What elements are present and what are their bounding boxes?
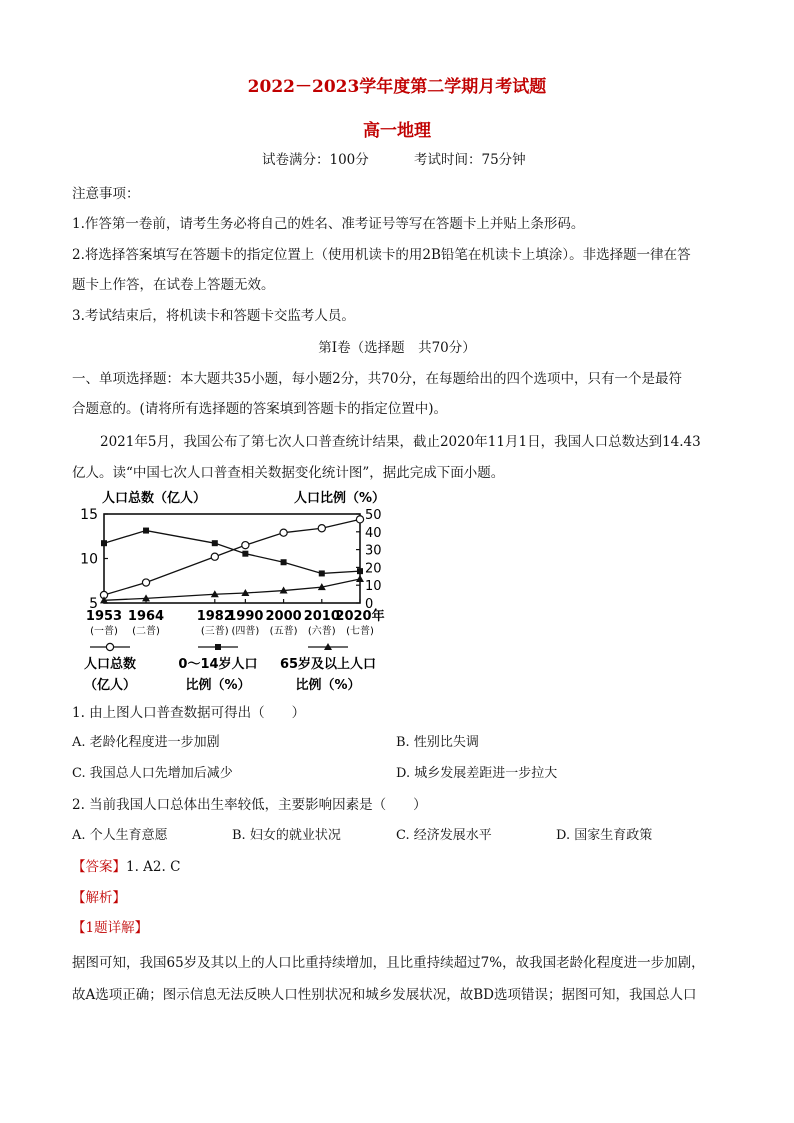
left-tick-label: 10: [80, 551, 98, 568]
legend-label: 0～14岁人口: [178, 657, 258, 672]
series-2-point: [101, 540, 107, 546]
legend-unit: 比例（%）: [295, 678, 361, 693]
note-item-1: 1.作答第一卷前，请考生务必将自己的姓名、准考证号等写在答题卡上并贴上条形码。: [72, 216, 585, 232]
q1-option-c[interactable]: C. 我国总人口先增加后减少: [72, 766, 233, 781]
population-census-chart: [72, 486, 402, 698]
x-tick-sublabel: (七普): [346, 626, 374, 637]
analysis-label: 【解析】: [72, 890, 126, 906]
right-tick-label: 0: [365, 597, 374, 612]
right-axis-label: 人口比例（%）: [294, 491, 386, 506]
series-2-point: [242, 551, 248, 557]
left-tick-label: 15: [80, 507, 98, 523]
right-tick-label: 30: [365, 543, 382, 559]
series-2-point: [143, 528, 149, 534]
exam-score-info: 试卷满分：100分: [262, 152, 369, 168]
q2-option-d[interactable]: D. 国家生育政策: [556, 828, 653, 843]
x-tick-label: 2000: [265, 609, 302, 624]
q2-option-c[interactable]: C. 经济发展水平: [396, 828, 492, 843]
legend-unit: 比例（%）: [185, 678, 251, 693]
series-1-point: [211, 553, 218, 560]
analysis-line-1: 据图可知，我国65岁及其以上的人口比重持续增加，且比重持续超过7%，故我国老龄化程度进一步加剧，: [72, 955, 705, 971]
left-tick-label: 5: [89, 596, 98, 612]
section-title: 第Ⅰ卷（选择题 共70分）: [318, 340, 476, 356]
legend-unit: （亿人）: [83, 678, 137, 693]
x-tick-label: 1982: [196, 609, 233, 624]
x-tick-sublabel: (四普): [231, 626, 260, 637]
note-item-3: 3.考试结束后，将机读卡和答题卡交监考人员。: [72, 308, 355, 324]
passage-line-2: 亿人。读“中国七次人口普查相关数据变化统计图”，据此完成下面小题。: [72, 465, 505, 481]
exam-subject: 高一地理: [363, 121, 431, 141]
series-2-point: [212, 540, 218, 546]
legend-marker: [215, 644, 221, 650]
x-tick-label: 2010: [303, 609, 340, 624]
legend-label: 65岁及以上人口: [279, 657, 377, 672]
x-tick-sublabel: (六普): [307, 626, 336, 637]
x-tick-sublabel: (二普): [132, 626, 160, 637]
exam-time-info: 考试时间：75分钟: [414, 152, 526, 168]
analysis-line-2: 故A选项正确；图示信息无法反映人口性别状况和城乡发展状况，故BD选项错误；据图可知，我国总人口: [72, 987, 697, 1003]
right-tick-label: 10: [365, 579, 382, 595]
right-tick-label: 50: [365, 508, 382, 523]
series-1-point: [318, 525, 325, 532]
series-2-point: [281, 559, 287, 565]
series-line-2: [104, 531, 360, 574]
q1-stem: 1. 由上图人口普查数据可得出（ ）: [72, 705, 306, 721]
series-1-point: [280, 529, 287, 536]
x-tick-label: 1990: [227, 609, 264, 624]
note-item-2: 2.将选择答案填写在答题卡的指定位置上（使用机读卡的用2B铅笔在机读卡上填涂）。非选择题一律在答: [72, 247, 691, 263]
series-2-point: [319, 570, 325, 576]
q1-option-d[interactable]: D. 城乡发展差距进一步拉大: [396, 766, 558, 781]
q2-option-a[interactable]: A. 个人生育意愿: [72, 828, 168, 843]
legend-marker: [106, 643, 113, 650]
series-3-point: [356, 575, 364, 582]
series-2-point: [357, 568, 363, 574]
q1-option-a[interactable]: A. 老龄化程度进一步加剧: [72, 735, 220, 750]
x-tick-label: 1953: [85, 609, 123, 624]
passage-line-1: 2021年5月，我国公布了第七次人口普查统计结果，截止2020年11月1日，我国人口总数达到14.43: [100, 434, 701, 450]
left-axis-label: 人口总数（亿人）: [102, 491, 207, 506]
right-tick-label: 40: [365, 525, 382, 541]
right-tick-label: 20: [365, 561, 382, 577]
q1-analysis-label: 【1题详解】: [72, 920, 149, 936]
section-intro: 一、单项选择题：本大题共35小题，每小题2分，共70分，在每题给出的四个选项中，只有一个是最符: [72, 371, 682, 387]
note-item-2-cont: 题卡上作答，在试卷上答题无效。: [72, 277, 275, 293]
series-1-point: [142, 579, 149, 586]
q2-stem: 2. 当前我国人口总体出生率较低，主要影响因素是（ ）: [72, 797, 427, 813]
answer-label: 【答案】: [72, 859, 126, 875]
x-tick-sublabel: (一普): [90, 626, 118, 637]
answer-value: 1. A2. C: [126, 859, 181, 875]
section-intro-cont: 合题意的。(请将所有选择题的答案填到答题卡的指定位置中)。: [72, 401, 448, 417]
q1-option-b[interactable]: B. 性别比失调: [396, 735, 479, 750]
answer-row: [72, 857, 722, 877]
notes-heading: 注意事项：: [72, 186, 140, 202]
x-tick-sublabel: (三普): [200, 626, 229, 637]
series-1-point: [242, 542, 249, 549]
series-1-point: [356, 516, 363, 523]
x-tick-label: 2020年: [335, 609, 385, 624]
exam-title: 2022－2023学年度第二学期月考试题: [247, 77, 547, 97]
x-tick-label: 1964: [127, 609, 165, 624]
q2-option-b[interactable]: B. 妇女的就业状况: [232, 828, 341, 843]
legend-label: 人口总数: [83, 657, 137, 672]
x-tick-sublabel: (五普): [269, 626, 298, 637]
